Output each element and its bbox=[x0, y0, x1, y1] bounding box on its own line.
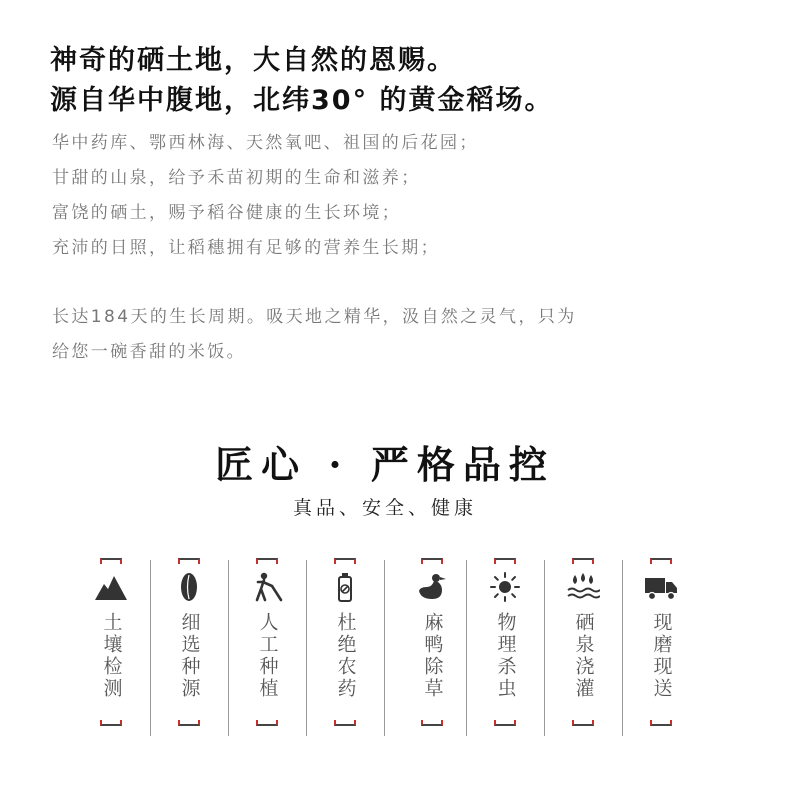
delivery-truck-icon bbox=[644, 572, 678, 602]
feature-label: 现磨现送 bbox=[650, 612, 673, 700]
feature-label: 土壤检测 bbox=[100, 612, 123, 700]
farmer-icon bbox=[250, 572, 284, 602]
bracket-decoration bbox=[650, 558, 672, 564]
section-subtitle: 真品、安全、健康 bbox=[292, 497, 477, 519]
bracket-decoration bbox=[650, 720, 672, 726]
growth-cycle-text: 长达184天的生长周期。吸天地之精华，汲自然之灵气，只为 bbox=[52, 307, 577, 327]
feature-label: 硒泉浇灌 bbox=[572, 612, 595, 700]
section-title: 匠心 · 严格品控 bbox=[215, 442, 555, 487]
feature-label: 细选种源 bbox=[178, 612, 201, 700]
intro-line: 甘甜的山泉，给予禾苗初期的生命和滋养； bbox=[52, 168, 421, 188]
bracket-decoration bbox=[100, 720, 122, 726]
growth-cycle-text: 给您一碗香甜的米饭。 bbox=[52, 342, 246, 362]
intro-line: 华中药库、鄂西林海、天然氧吧、祖国的后花园； bbox=[52, 133, 479, 153]
duck-icon bbox=[415, 572, 449, 602]
feature-seed-selection bbox=[150, 558, 228, 734]
feature-label: 杜绝农药 bbox=[334, 612, 357, 700]
quality-features bbox=[72, 558, 762, 738]
intro-line: 充沛的日照，让稻穗拥有足够的营养生长期； bbox=[52, 238, 440, 258]
bracket-decoration bbox=[572, 558, 594, 564]
sun-icon bbox=[488, 572, 522, 602]
bracket-decoration bbox=[421, 720, 443, 726]
feature-fresh-milled-delivery bbox=[622, 558, 700, 734]
seed-icon bbox=[172, 572, 206, 602]
feature-physical-insect-control bbox=[466, 558, 544, 734]
feature-label: 人工种植 bbox=[256, 612, 279, 700]
mountain-icon bbox=[94, 572, 128, 602]
headline-golden-rice-field: 源自华中腹地，北纬30° 的黄金稻场。 bbox=[50, 85, 554, 116]
bracket-decoration bbox=[178, 720, 200, 726]
bracket-decoration bbox=[256, 720, 278, 726]
feature-label: 麻鸭除草 bbox=[421, 612, 444, 700]
bracket-decoration bbox=[256, 558, 278, 564]
feature-no-pesticide bbox=[306, 558, 384, 734]
feature-selenium-spring-irrigation bbox=[544, 558, 622, 734]
bracket-decoration bbox=[494, 720, 516, 726]
intro-line: 富饶的硒土，赐予稻谷健康的生长环境； bbox=[52, 203, 402, 223]
bracket-decoration bbox=[572, 720, 594, 726]
bracket-decoration bbox=[334, 720, 356, 726]
bracket-decoration bbox=[334, 558, 356, 564]
feature-soil-testing bbox=[72, 558, 150, 734]
feature-label: 物理杀虫 bbox=[494, 612, 517, 700]
bracket-decoration bbox=[421, 558, 443, 564]
bracket-decoration bbox=[494, 558, 516, 564]
bracket-decoration bbox=[100, 558, 122, 564]
water-drops-icon bbox=[566, 572, 600, 602]
headline-selenium-land: 神奇的硒土地，大自然的恩赐。 bbox=[50, 45, 456, 76]
feature-manual-planting bbox=[228, 558, 306, 734]
pesticide-bottle-icon bbox=[328, 572, 362, 602]
bracket-decoration bbox=[178, 558, 200, 564]
